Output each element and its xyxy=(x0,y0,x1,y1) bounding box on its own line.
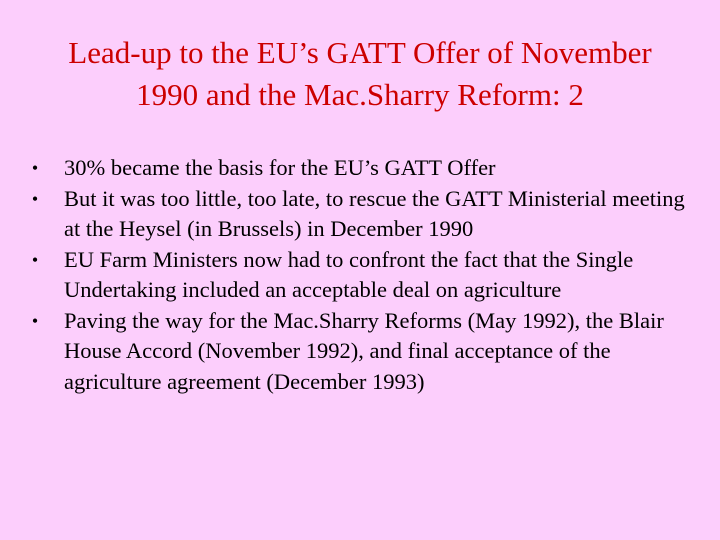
bullet-dot-icon: • xyxy=(31,310,39,331)
bullet-item-4 xyxy=(28,306,700,398)
bullet-item-3 xyxy=(28,245,700,306)
bullet-dot-icon: • xyxy=(31,158,39,178)
bullet-text-2: But it was too little, too late, to rescue the GATT Ministerial meeting at the Heysel (in Brussels) in December 1990 xyxy=(64,185,685,241)
slide-title xyxy=(0,32,720,116)
bullet-item-1 xyxy=(28,153,700,184)
bullet-text-1: 30% became the basis for the EU’s GATT Offer xyxy=(64,155,496,180)
bullet-dot-icon: • xyxy=(31,249,39,270)
bullet-list xyxy=(28,153,700,397)
slide-title-line-1: Lead-up to the EU’s GATT Offer of November xyxy=(68,35,652,70)
bullet-text-4: Paving the way for the Mac.Sharry Reforms (May 1992), the Blair House Accord (November 1992), and final acceptance of the agriculture agreement (December 1993) xyxy=(64,307,664,394)
bullet-dot-icon: • xyxy=(31,188,39,209)
bullet-text-3: EU Farm Ministers now had to confront the fact that the Single Undertaking included an acceptable deal on agriculture xyxy=(64,246,634,302)
bullet-item-2 xyxy=(28,184,700,245)
slide-title-line-2: 1990 and the Mac.Sharry Reform: 2 xyxy=(136,77,584,112)
